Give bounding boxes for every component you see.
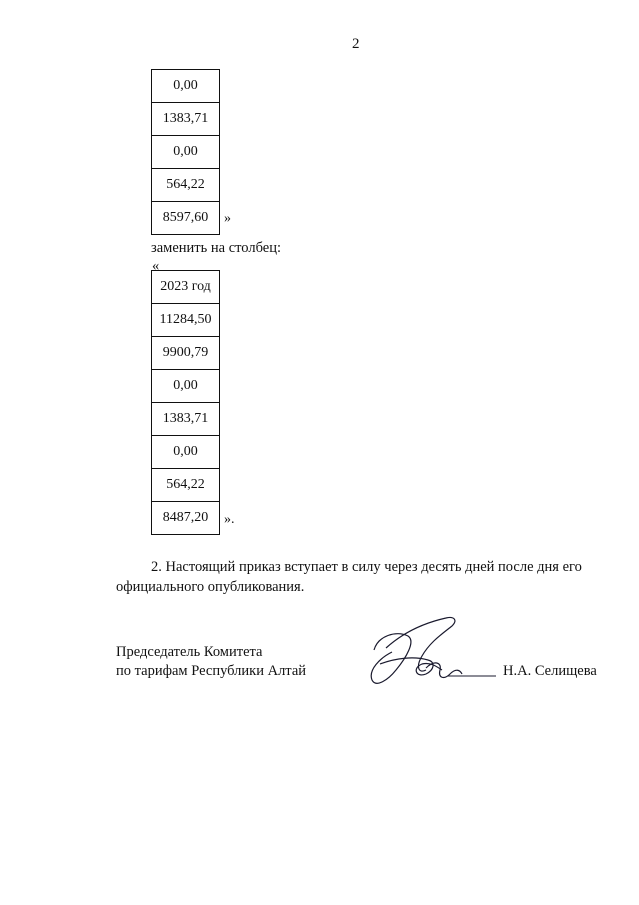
opening-quote: «: [152, 258, 160, 274]
table-cell: 1383,71: [152, 103, 220, 136]
signatory-title-line-1: Председатель Комитета: [116, 644, 263, 660]
handwritten-signature: [356, 608, 506, 698]
table-cell: 0,00: [152, 436, 220, 469]
table-cell: 564,22: [152, 469, 220, 502]
replace-instruction: заменить на столбец:: [151, 240, 281, 256]
table-cell: 564,22: [152, 169, 220, 202]
old-values-column: [151, 69, 220, 235]
table-header-cell: 2023 год: [152, 271, 220, 304]
page-number: 2: [352, 36, 360, 52]
table-cell: 8487,20: [152, 502, 220, 535]
table-cell: 11284,50: [152, 304, 220, 337]
closing-quote: »: [224, 211, 231, 226]
signatory-title-line-2: по тарифам Республики Алтай: [116, 663, 307, 679]
paragraph-2-line-1: 2. Настоящий приказ вступает в силу через десять дней после дня его: [151, 559, 582, 575]
new-values-column: [151, 270, 220, 535]
table-cell: 1383,71: [152, 403, 220, 436]
table-cell: 9900,79: [152, 337, 220, 370]
table-cell: 0,00: [152, 136, 220, 169]
signatory-name: Н.А. Селищева: [503, 663, 597, 679]
table-cell: 0,00: [152, 70, 220, 103]
table-cell: 8597,60: [152, 202, 220, 235]
closing-quote-period: ».: [224, 512, 235, 527]
table-cell: 0,00: [152, 370, 220, 403]
paragraph-2-line-2: официального опубликования.: [116, 579, 305, 595]
